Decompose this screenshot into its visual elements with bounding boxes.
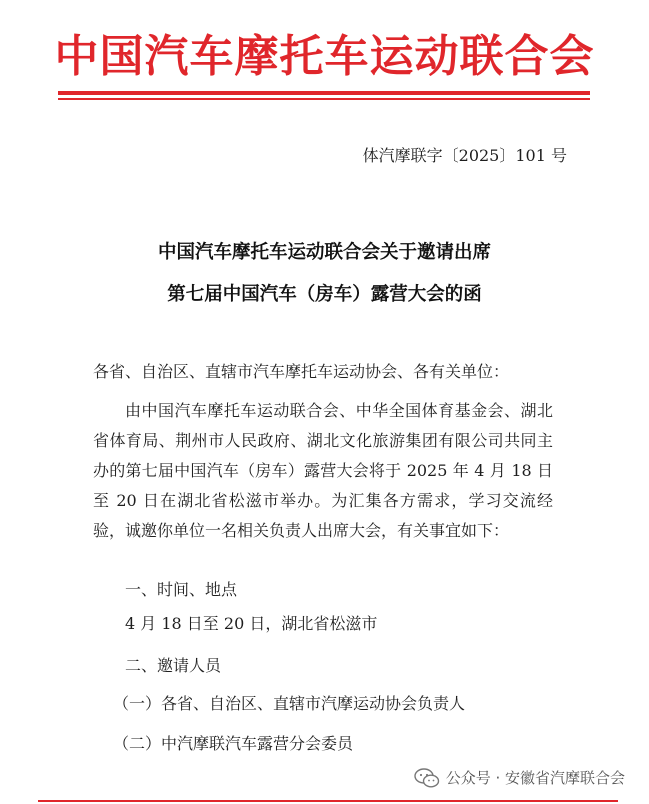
document-title-line1: 中国汽车摩托车运动联合会关于邀请出席 <box>157 242 491 263</box>
body-paragraph: 由中国汽车摩托车运动联合会、中华全国体育基金会、湖北省体育局、荆州市人民政府、湖北文化旅游集团有限公司共同主办的第七届中国汽车（房车）露营大会将于 2025 年 4 月 18 日至 20 日在湖北省松滋市举办。为汇集各方需求，学习交流经验，诚邀你单位一名相关负责人出席大会，有关事宜如下： <box>93 401 553 540</box>
salutation: 各省、自治区、直辖市汽车摩托车运动协会、各有关单位： <box>93 362 510 381</box>
letterhead-rule-thin <box>58 98 590 100</box>
section2-heading: 二、邀请人员 <box>125 656 222 675</box>
section2-item2: （二）中汽摩联汽车露营分会委员 <box>113 734 354 753</box>
section1-heading: 一、时间、地点 <box>125 580 238 599</box>
bottom-rule <box>38 800 618 802</box>
watermark-text: 公众号 · 安徽省汽摩联合会 <box>445 769 625 787</box>
document-title-line2: 第七届中国汽车（房车）露营大会的函 <box>167 284 482 305</box>
letterhead-title: 中国汽车摩托车运动联合会 <box>54 31 595 82</box>
wechat-watermark <box>406 764 633 791</box>
section2-item1: （一）各省、自治区、直辖市汽摩运动协会负责人 <box>113 694 466 713</box>
wechat-icon <box>414 768 440 788</box>
letterhead-rule-thick <box>58 91 590 95</box>
section1-content: 4 月 18 日至 20 日，湖北省松滋市 <box>125 614 378 633</box>
document-number: 体汽摩联字〔2025〕101 号 <box>362 146 567 165</box>
